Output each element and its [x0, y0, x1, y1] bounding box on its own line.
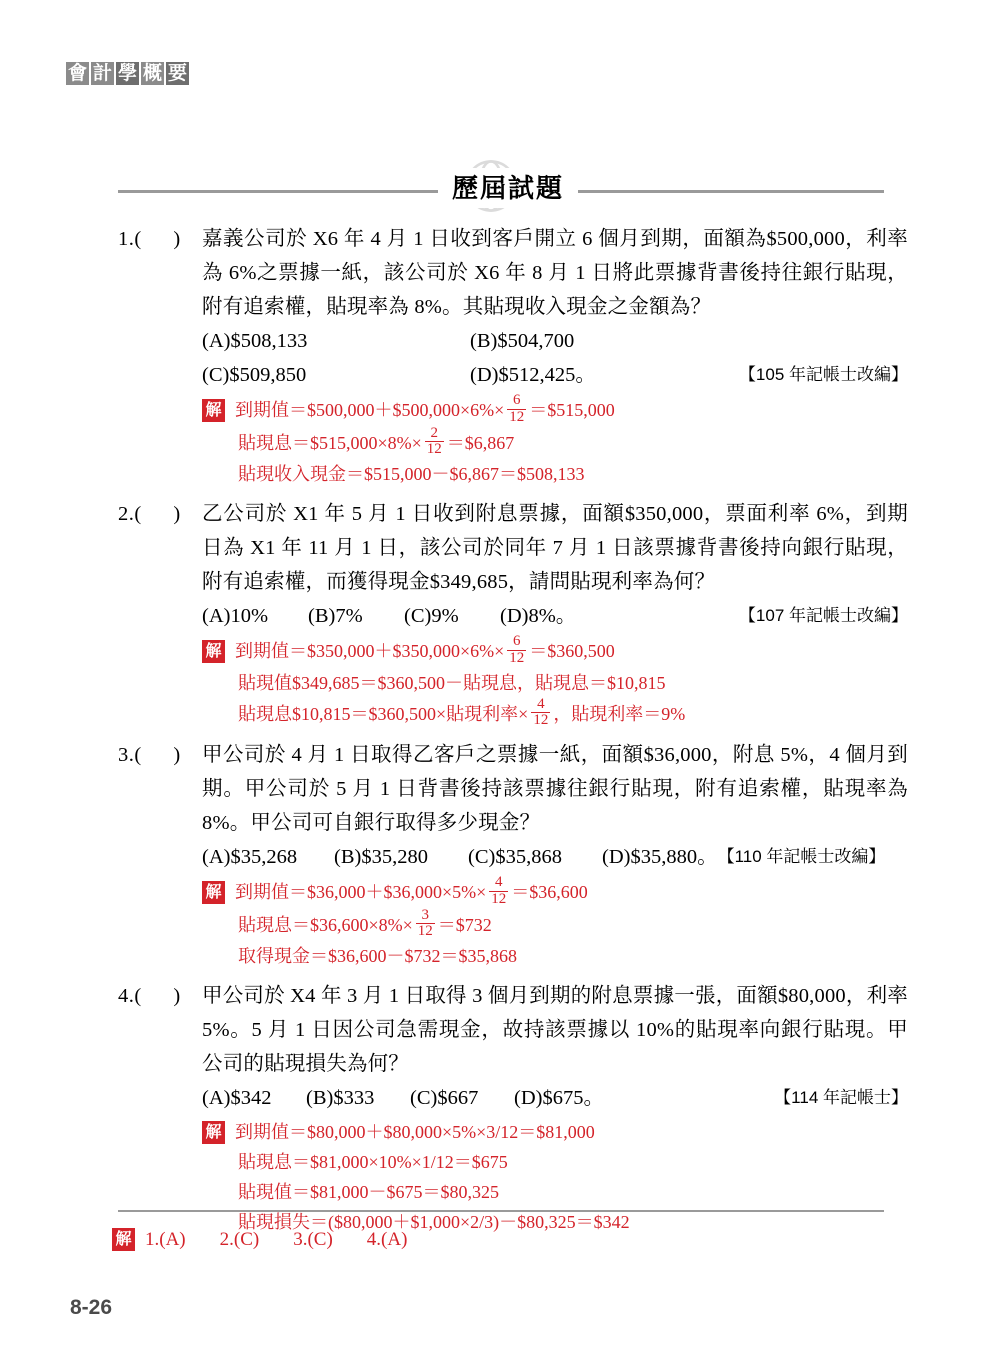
question-item — [118, 497, 908, 730]
solution-badge-icon: 解 — [202, 1121, 225, 1144]
solution-line — [202, 459, 908, 489]
header-char-3: 學 — [117, 63, 137, 84]
question-solution — [202, 876, 908, 971]
solution-text: 到期值＝$36,000＋$36,000×5%× — [235, 882, 487, 903]
solution-line — [202, 635, 908, 668]
solution-line — [202, 424, 908, 460]
question-options — [202, 324, 908, 392]
solution-text-tail: ＝$515,000 — [529, 400, 615, 421]
option-c[interactable]: (C)$35,868 — [468, 846, 562, 868]
option-c[interactable]: (C)9% — [404, 605, 459, 627]
answer-badge-icon: 解 — [112, 1228, 135, 1251]
solution-text: 取得現金＝$36,600－$732＝$35,868 — [238, 946, 517, 966]
solution-text: 貼現息＝$515,000×8%× — [238, 432, 422, 453]
question-source: 【107 年記帳士改編】 — [738, 606, 908, 625]
question-number-text: 3.( — [118, 744, 142, 766]
solution-text-tail: ，貼現利率＝9% — [553, 703, 686, 724]
solution-text: 貼現息$10,815＝$360,500×貼現利率× — [238, 703, 529, 724]
page-title: 歷屆試題 — [438, 168, 578, 208]
question-options — [202, 840, 908, 874]
answer-item-1: 1.(A) — [145, 1228, 186, 1250]
section-title-band — [118, 168, 884, 214]
question-number — [118, 497, 202, 730]
option-c[interactable]: (C)$509,850 — [202, 364, 307, 386]
option-a[interactable]: (A)$35,268 — [202, 846, 298, 868]
option-d[interactable]: (D)8%。 — [500, 605, 577, 627]
option-d[interactable]: (D)$35,880。 — [602, 846, 718, 868]
question-source: 【114 年記帳士】 — [774, 1088, 908, 1107]
solution-line — [202, 1147, 908, 1177]
fraction-numerator: 4 — [495, 874, 503, 890]
solution-text: 到期值＝$500,000＋$500,000×6%× — [235, 400, 505, 421]
option-a[interactable]: (A)$508,133 — [202, 330, 308, 352]
fraction-numerator: 6 — [513, 633, 521, 649]
solution-badge-icon: 解 — [202, 640, 225, 663]
option-d[interactable]: (D)$675。 — [514, 1087, 604, 1109]
option-b[interactable]: (B)$504,700 — [470, 330, 575, 352]
answer-item-4: 4.(A) — [366, 1228, 408, 1250]
question-item — [118, 738, 908, 971]
question-paren-close: ) — [173, 744, 181, 766]
questions-list — [118, 222, 908, 1243]
option-b[interactable]: (B)$333 — [306, 1087, 375, 1109]
question-options — [202, 1081, 908, 1115]
answer-item-2: 2.(C) — [219, 1228, 260, 1250]
header-char-5: 要 — [167, 63, 187, 84]
question-body — [202, 738, 908, 971]
solution-text: 貼現值＝$81,000－$675＝$80,325 — [238, 1182, 499, 1202]
fraction-numerator: 6 — [513, 392, 521, 408]
solution-text-tail: ＝$36,600 — [511, 882, 588, 903]
fraction-numerator: 3 — [421, 906, 430, 923]
fraction-denominator: 12 — [533, 712, 549, 729]
solution-text-tail: ＝$732 — [437, 914, 492, 935]
solution-line — [202, 1117, 908, 1147]
question-text: 甲公司於 X4 年 3 月 1 日取得 3 個月到期的附息票據一張，面額$80,000，利率 5%。5 月 1 日因公司急需現金，故持該票據以 10%的貼現率向銀行貼現。甲公司的貼現損失為何？ — [202, 985, 908, 1075]
question-body — [202, 497, 908, 730]
question-number — [118, 979, 202, 1237]
answer-item-3: 3.(C) — [293, 1228, 333, 1250]
solution-badge-icon: 解 — [202, 881, 225, 904]
fraction-denominator: 12 — [491, 890, 507, 907]
question-solution — [202, 1117, 908, 1237]
question-paren-close: ) — [173, 228, 181, 250]
question-source: 【110 年記帳士改編】 — [717, 847, 886, 866]
question-text: 甲公司於 4 月 1 日取得乙客戶之票據一紙，面額$36,000，附息 5%，4 個月到期。甲公司於 5 月 1 日背書後持該票據往銀行貼現，附有追索權，貼現率為 8%。甲公司可自銀行取得多少現金？ — [202, 744, 908, 834]
question-solution — [202, 394, 908, 489]
question-paren-close: ) — [173, 503, 181, 525]
solution-text: 到期值＝$80,000＋$80,000×5%×3/12＝$81,000 — [235, 1122, 595, 1142]
solution-line — [202, 941, 908, 971]
question-source: 【105 年記帳士改編】 — [738, 365, 908, 384]
fraction — [416, 908, 435, 941]
question-number-text: 4.( — [118, 985, 142, 1007]
solution-line — [202, 394, 908, 427]
solution-text: 貼現值$349,685＝$360,500－貼現息，貼現息＝$10,815 — [238, 672, 666, 693]
solution-line — [202, 668, 908, 698]
fraction-denominator: 12 — [426, 441, 442, 458]
option-b[interactable]: (B)$35,280 — [334, 846, 428, 868]
solution-line — [202, 1177, 908, 1207]
question-text: 乙公司於 X1 年 5 月 1 日收到附息票據，面額$350,000，票面利率 6%，到期日為 X1 年 11 月 1 日，該公司於同年 7 月 1 日該票據背書後持向銀行貼現，附有追索權，而獲得現金$349,685，請問貼現利率為何？ — [202, 503, 908, 593]
page-number: 8-26 — [70, 1296, 113, 1319]
question-solution — [202, 635, 908, 730]
solution-badge-icon: 解 — [202, 399, 225, 422]
fraction-denominator: 12 — [417, 923, 433, 940]
question-number-text: 1.( — [118, 228, 142, 250]
solution-text-tail: ＝$360,500 — [529, 641, 615, 662]
question-number — [118, 738, 202, 971]
solution-text: 貼現損失＝($80,000＋$1,000×2/3)－$80,325＝$342 — [238, 1212, 630, 1232]
fraction-denominator: 12 — [509, 649, 525, 666]
option-d[interactable]: (D)$512,425。 — [470, 364, 596, 386]
header-char-4: 概 — [142, 63, 162, 84]
solution-line — [202, 695, 908, 731]
solution-line — [202, 876, 908, 909]
fraction — [489, 875, 508, 908]
question-item — [118, 979, 908, 1237]
answer-key — [112, 1228, 441, 1251]
header-char-1: 會 — [67, 63, 87, 84]
question-text: 嘉義公司於 X6 年 4 月 1 日收到客戶開立 6 個月到期，面額為$500,000，利率為 6%之票據一紙，該公司於 X6 年 8 月 1 日將此票據背書後持往銀行貼現，附有追索權，貼現率為 8%。其貼現收入現金之金額為？ — [202, 228, 908, 318]
question-number-text: 2.( — [118, 503, 142, 525]
question-paren-close: ) — [173, 985, 181, 1007]
fraction — [507, 393, 526, 426]
answers-divider — [118, 1210, 884, 1212]
question-options — [202, 599, 908, 633]
fraction-numerator: 4 — [537, 695, 545, 712]
solution-text-tail: ＝$6,867 — [446, 432, 515, 453]
option-b[interactable]: (B)7% — [308, 605, 363, 627]
question-body — [202, 979, 908, 1237]
option-a[interactable]: (A)$342 — [202, 1087, 272, 1109]
option-a[interactable]: (A)10% — [202, 605, 269, 627]
fraction — [425, 426, 444, 459]
fraction — [507, 634, 526, 667]
question-body — [202, 222, 908, 489]
solution-text: 到期值＝$350,000＋$350,000×6%× — [235, 641, 505, 662]
header-char-2: 計 — [92, 63, 112, 84]
solution-text: 貼現收入現金＝$515,000－$6,867＝$508,133 — [238, 464, 585, 484]
solution-text: 貼現息＝$36,600×8%× — [238, 914, 413, 935]
book-title-header — [66, 62, 189, 85]
fraction — [531, 697, 550, 730]
question-number — [118, 222, 202, 489]
solution-text: 貼現息＝$81,000×10%×1/12＝$675 — [238, 1152, 508, 1172]
fraction-denominator: 12 — [509, 408, 525, 425]
fraction-numerator: 2 — [430, 424, 439, 441]
solution-line — [202, 906, 908, 942]
option-c[interactable]: (C)$667 — [410, 1087, 479, 1109]
question-item — [118, 222, 908, 489]
